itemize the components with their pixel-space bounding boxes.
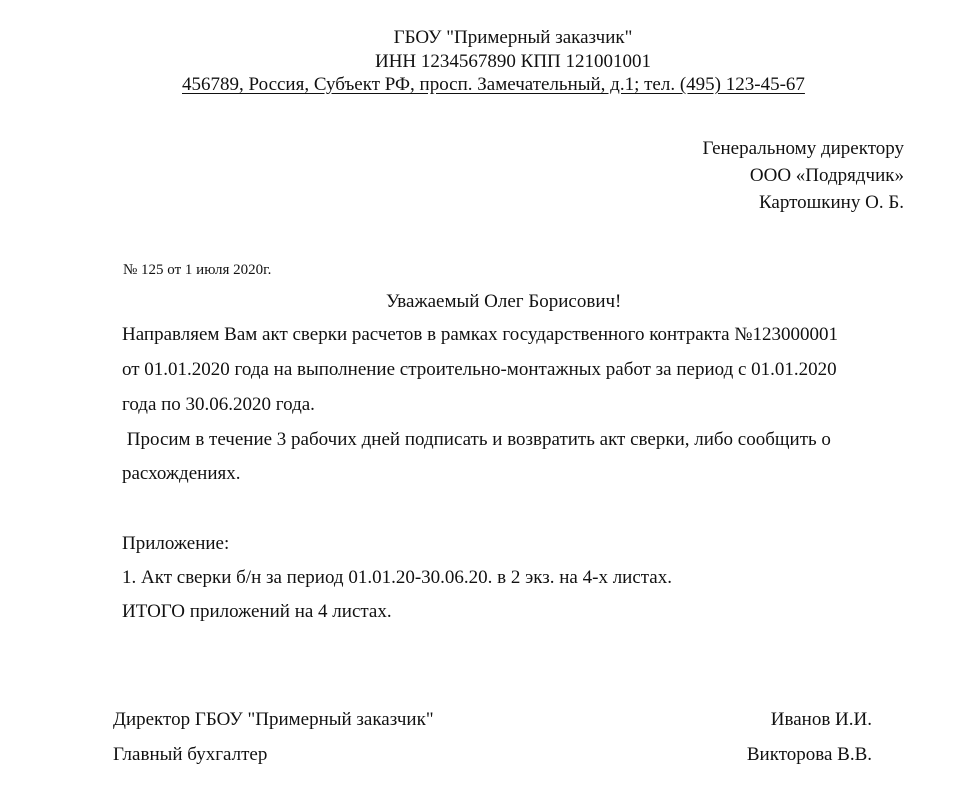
recipient-company: ООО «Подрядчик» [749, 165, 904, 186]
greeting: Уважаемый Олег Борисович! [386, 291, 622, 312]
inn-kpp: ИНН 1234567890 КПП 121001001 [374, 51, 652, 72]
attachments-total: ИТОГО приложений на 4 листах. [122, 601, 392, 622]
org-address [182, 73, 805, 97]
recipient-position: Генеральному директору [702, 138, 904, 159]
org-address-text: 456789, Россия, Субъект РФ, просп. Замечательный, д.1; тел. (495) 123-45-67 [182, 74, 805, 95]
body-line: года по 30.06.2020 года. [122, 394, 315, 415]
body-line: Направляем Вам акт сверки расчетов в рамках государственного контракта №123000001 [122, 324, 838, 345]
body-line: расхождениях. [122, 463, 241, 484]
body-line: Просим в течение 3 рабочих дней подписать и возвратить акт сверки, либо сообщить о [122, 429, 831, 450]
letter-reference: № 125 от 1 июля 2020г. [123, 262, 272, 278]
signature-role: Директор ГБОУ "Примерный заказчик" [113, 709, 434, 730]
signature-name: Иванов И.И. [770, 709, 872, 730]
attachment-item: 1. Акт сверки б/н за период 01.01.20-30.06.20. в 2 экз. на 4-х листах. [122, 567, 672, 588]
attachments-title: Приложение: [122, 533, 230, 554]
recipient-name: Картошкину О. Б. [759, 192, 904, 213]
signature-role: Главный бухгалтер [113, 744, 268, 765]
body-line: от 01.01.2020 года на выполнение строительно-монтажных работ за период с 01.01.2020 [122, 359, 837, 380]
signature-name: Викторова В.В. [746, 744, 872, 765]
org-name: ГБОУ "Примерный заказчик" [393, 27, 633, 48]
